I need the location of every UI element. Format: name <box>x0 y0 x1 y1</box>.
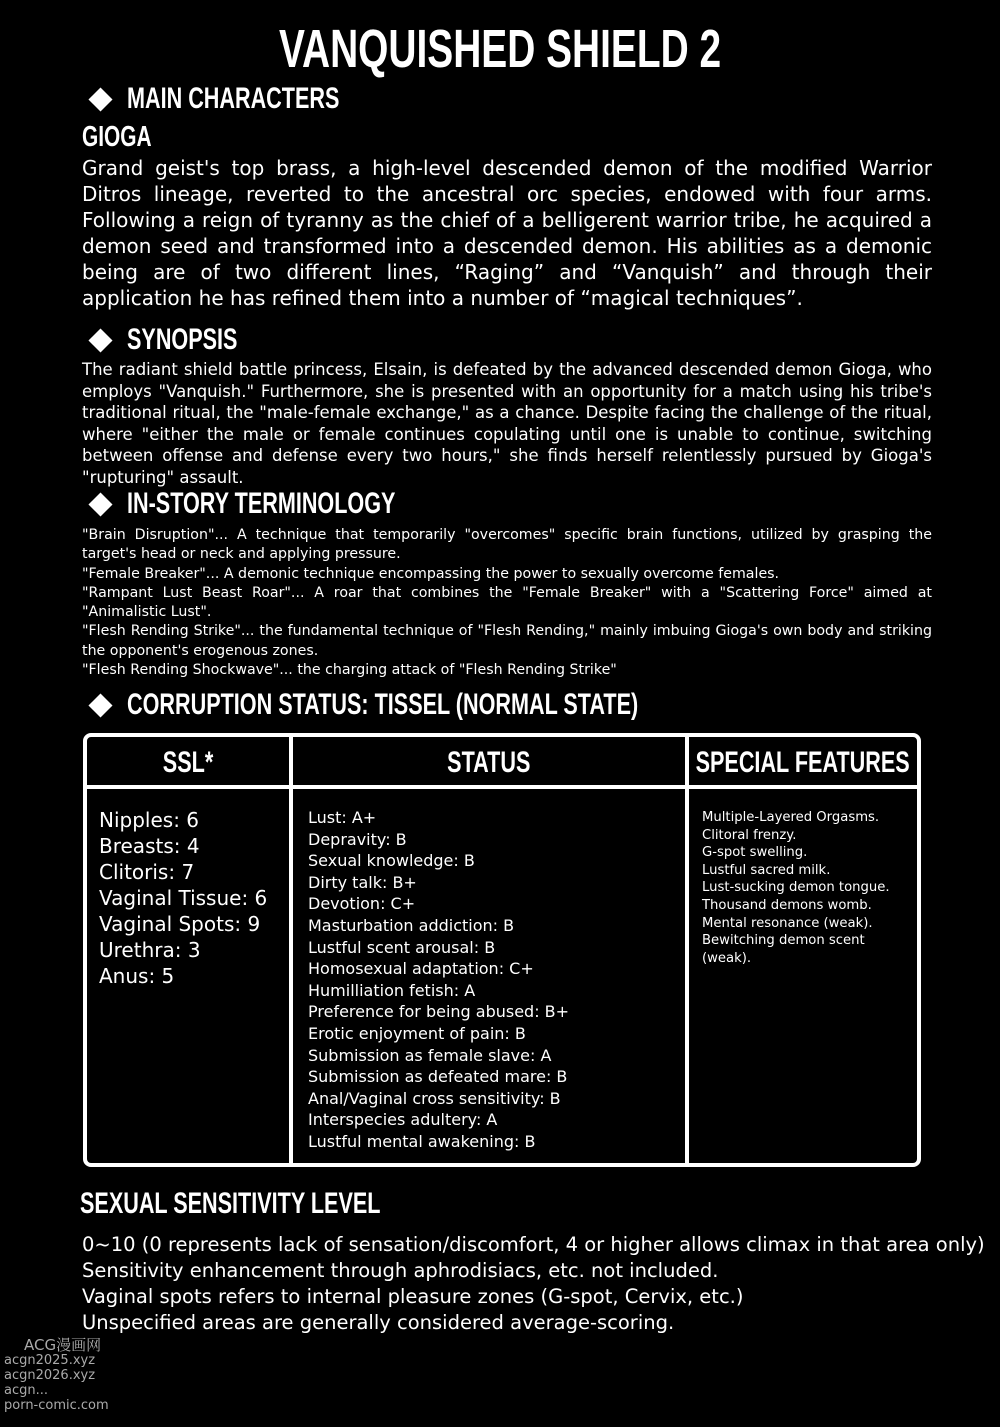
terminology-list <box>82 526 932 680</box>
status-item: Lustful mental awakening: B <box>308 1131 536 1151</box>
feature-item: Lustful sacred milk. <box>702 862 831 878</box>
diamond-bullet-icon <box>88 693 112 717</box>
section-main-characters <box>88 82 422 116</box>
column-divider <box>289 737 293 1163</box>
diamond-bullet-icon <box>88 492 112 516</box>
status-table <box>83 733 921 1167</box>
watermark-url: acgn2026.xyz <box>4 1368 96 1383</box>
status-item: Submission as female slave: A <box>308 1045 552 1065</box>
special-features-list <box>702 809 917 967</box>
term-item: "Female Breaker"... A demonic technique encompassing the power to sexually overcome females. <box>82 565 780 582</box>
ssl-item: Vaginal Spots: 9 <box>99 912 261 936</box>
status-item: Dirty talk: B+ <box>308 872 417 892</box>
status-item: Homosexual adaptation: C+ <box>308 959 534 979</box>
status-item: Preference for being abused: B+ <box>308 1002 570 1022</box>
ssl-item: Breasts: 4 <box>99 834 200 858</box>
feature-item: Multiple-Layered Orgasms. <box>702 810 880 825</box>
watermark-brand: ACG漫画网 <box>24 1336 102 1354</box>
section-heading: IN-STORY TERMINOLOGY <box>127 487 396 520</box>
ssl-item: Nipples: 6 <box>99 808 200 832</box>
term-item: "Rampant Lust Beast Roar"... A roar that combines the "Female Breaker" with a "Scattering Force" aimed at "Animalistic Lust". <box>82 584 932 621</box>
status-item: Masturbation addiction: B <box>308 915 515 935</box>
feature-item: Thousand demons womb. <box>702 897 872 913</box>
term-item: "Flesh Rending Strike"... the fundamental technique of "Flesh Rending," mainly imbuing Gioga's own body and striking the opponent's erogenous zones. <box>82 623 932 659</box>
term-item: "Brain Disruption"... A technique that temporarily "overcomes" specific brain functions, utilized by grasping the target's head or neck and applying pressure. <box>82 527 932 563</box>
ssl-item: Anus: 5 <box>99 964 175 988</box>
character-description: Grand geist's top brass, a high-level descended demon of the modified Warrior Ditros lineage, reverted to the ancestral orc species, endowed with four arms. Following a reign of tyranny as the chief of a belligerent warrior tribe, he acquired a demon seed and transformed into a descended demon. His abilities as a demonic being are of two different lines, “Raging” and “Vanquish” and through their application he has refined them into a number of “magical techniques”. <box>82 156 932 310</box>
feature-item: Clitoral frenzy. <box>702 827 797 843</box>
status-item: Anal/Vaginal cross sensitivity: B <box>308 1088 561 1108</box>
section-heading: CORRUPTION STATUS: TISSEL (NORMAL STATE) <box>127 688 639 721</box>
watermark-url: acgn... <box>4 1383 49 1398</box>
ssl-note: Sensitivity enhancement through aphrodisiacs, etc. not included. <box>82 1259 719 1282</box>
status-item: Submission as defeated mare: B <box>308 1067 568 1087</box>
section-corruption-status <box>88 688 837 722</box>
status-item: Lustful scent arousal: B <box>308 937 496 957</box>
section-synopsis <box>88 323 280 357</box>
ssl-note: Vaginal spots refers to internal pleasure zones (G-spot, Cervix, etc.) <box>82 1285 744 1308</box>
status-item: Sexual knowledge: B <box>308 851 475 871</box>
status-list <box>308 807 569 1153</box>
ssl-item: Urethra: 3 <box>99 938 201 962</box>
feature-item: G-spot swelling. <box>702 845 808 861</box>
feature-item: Bewitching demon scent (weak). <box>702 933 865 966</box>
ssl-item: Vaginal Tissue: 6 <box>99 886 268 910</box>
watermark-url: acgn2025.xyz <box>4 1353 96 1368</box>
ssl-item: Clitoris: 7 <box>99 860 195 884</box>
column-header-special-features: SPECIAL FEATURES <box>695 746 911 779</box>
character-name: GIOGA <box>82 121 152 153</box>
status-item: Devotion: C+ <box>308 894 416 914</box>
section-heading: MAIN CHARACTERS <box>127 82 340 115</box>
feature-item: Lust-sucking demon tongue. <box>702 880 890 896</box>
diamond-bullet-icon <box>88 87 112 111</box>
feature-item: Mental resonance (weak). <box>702 915 873 931</box>
ssl-note: Unspecified areas are generally considered average-scoring. <box>82 1311 675 1334</box>
term-item: "Flesh Rending Shockwave"... the charging attack of "Flesh Rending Strike" <box>82 662 617 679</box>
ssl-list <box>99 807 267 989</box>
status-item: Interspecies adultery: A <box>308 1110 498 1130</box>
status-item: Humilliation fetish: A <box>308 980 476 1000</box>
ssl-heading: SEXUAL SENSITIVITY LEVEL <box>80 1187 381 1220</box>
section-heading: SYNOPSIS <box>127 323 238 356</box>
watermark <box>4 1338 109 1413</box>
column-divider <box>685 737 689 1163</box>
watermark-url: porn-comic.com <box>4 1398 109 1413</box>
column-header-status: STATUS <box>447 746 531 779</box>
page-title: VANQUISHED SHIELD 2 <box>278 19 722 79</box>
status-item: Depravity: B <box>308 829 407 849</box>
synopsis-text: The radiant shield battle princess, Elsain, is defeated by the advanced descended demon Gioga, who employs "Vanquish." Furthermore, she is presented with an opportunity for a match using his tribe's traditional ritual, the "male-female exchange," as a chance. Despite facing the challenge of the ritual, where "either the male or female continues copulating until one is unable to continue, switching between offense and defense every two hours," she finds herself relentlessly pursued by Gioga's "rupturing" assault. <box>82 360 932 487</box>
column-header-ssl: SSL* <box>162 746 214 779</box>
ssl-note: 0~10 (0 represents lack of sensation/discomfort, 4 or higher allows climax in that area only) <box>82 1233 985 1256</box>
section-terminology <box>88 487 500 521</box>
diamond-bullet-icon <box>88 328 112 352</box>
status-item: Erotic enjoyment of pain: B <box>308 1023 526 1043</box>
status-item: Lust: A+ <box>308 808 377 827</box>
ssl-notes <box>82 1232 985 1336</box>
